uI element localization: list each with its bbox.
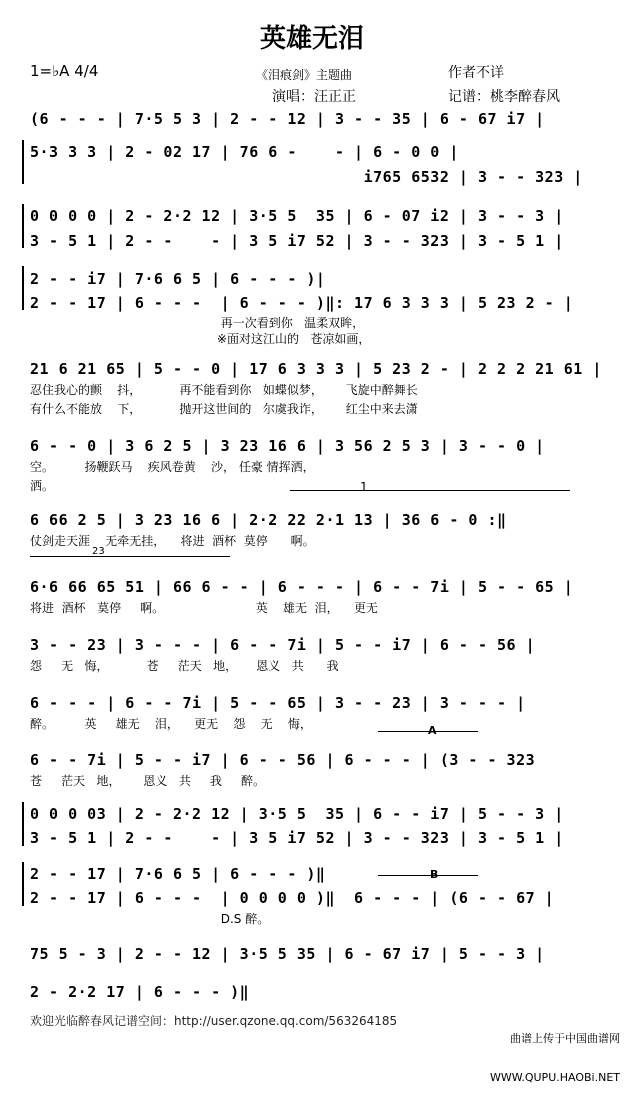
footer-website[interactable]: 欢迎光临醉春风记谱空间：http://user.qzone.qq.com/563264185 (30, 1014, 398, 1028)
notation-line: 2 - - 17 | 6 - - - | 0 0 0 0 )‖ 6 - - - | (6 - - 67 | (30, 889, 555, 907)
key-signature: 1=♭A 4/4 (30, 62, 99, 80)
lyric-line: 怨 无 悔， 苍 茫天 地， 恩义 共 我 (30, 659, 339, 673)
notation-line: i765 6532 | 3 - - 323 | (30, 168, 583, 186)
notation-line: 6 - - - | 6 - - 7i | 5 - - 65 | 3 - - 23 | 3 - - - | (30, 694, 526, 712)
lyric-line: ※面对这江山的 苍凉如画， (30, 332, 371, 346)
notation-line: 6·6 66 65 51 | 66 6 - - | 6 - - - | 6 - - 7i | 5 - - 65 | (30, 578, 574, 596)
footer-watermark-line2: WWW.QUPU.HAOBi.NET (489, 1071, 620, 1084)
coda-bracket-b (378, 875, 478, 876)
lyric-line: 空。 扬鞭跃马 疾风卷黄 沙， 任豪 情挥洒， (30, 460, 315, 474)
notation-line: 6 - - 0 | 3 6 2 5 | 3 23 16 6 | 3 56 2 5 3 | 3 - - 0 | (30, 437, 545, 455)
notation-line: 6 66 2 5 | 3 23 16 6 | 2·2 22 2·1 13 | 36 6 - 0 :‖ (30, 511, 507, 529)
transcriber: 记谱：桃李醉春风 (448, 89, 560, 105)
lyric-line: 有什么不能放 下， 抛开这世间的 尔虞我诈， 红尘中来去潇 (30, 402, 418, 416)
lyric-line: 仗剑走天涯 无牵无挂， 将进 酒杯 莫停 啊。 (30, 534, 315, 548)
footer-watermark (490, 1006, 620, 1097)
system-brace (22, 862, 24, 906)
page-title: 英雄无泪 (259, 24, 364, 54)
notation-line: 2 - - 17 | 6 - - - | 6 - - - )‖: 17 6 3 3 3 | 5 23 2 - | (30, 294, 574, 312)
lyric-line: 将进 酒杯 莫停 啊。 英 雄无 泪， 更无 (30, 601, 378, 615)
coda-label-b: B (430, 868, 439, 881)
lyric-line: D.S 醉。 (30, 912, 270, 926)
coda-label-a: A (428, 724, 437, 737)
notation-line: 5·3 3 3 | 2 - 02 17 | 76 6 - - | 6 - 0 0 | (30, 143, 459, 161)
notation-line: 2 - 2·2 17 | 6 - - - )‖ (30, 983, 250, 1001)
notation-line: 3 - 5 1 | 2 - - - | 3 5 i7 52 | 3 - - 323 | 3 - 5 1 | (30, 829, 564, 847)
lyric-line: 洒。 (30, 479, 55, 493)
notation-line: 21 6 21 65 | 5 - - 0 | 17 6 3 3 3 | 5 23 2 - | 2 2 2 21 61 | (30, 360, 602, 378)
system-brace (22, 204, 24, 248)
volta-label-23: 23 (92, 546, 105, 557)
author: 作者不详 (448, 65, 504, 81)
lyric-line: 忍住我心的颤 抖， 再不能看到你 如蝶似梦， 飞旋中醉舞长 (30, 383, 418, 397)
volta-bracket-23 (30, 556, 230, 557)
notation-line: 3 - - 23 | 3 - - - | 6 - - 7i | 5 - - i7 | 6 - - 56 | (30, 636, 536, 654)
notation-line: 75 5 - 3 | 2 - - 12 | 3·5 5 35 | 6 - 67 i7 | 5 - - 3 | (30, 945, 545, 963)
system-brace (22, 802, 24, 846)
subtitle: 《泪痕剑》主题曲 (256, 68, 353, 82)
notation-line: 2 - - i7 | 7·6 6 5 | 6 - - - )| (30, 270, 326, 288)
notation-line: 0 0 0 03 | 2 - 2·2 12 | 3·5 5 35 | 6 - - i7 | 5 - - 3 | (30, 805, 564, 823)
lyric-line: 醉。 英 雄无 泪， 更无 怨 无 悔， (30, 717, 312, 731)
footer-watermark-line1: 曲谱上传于中国曲谱网 (510, 1032, 620, 1045)
notation-line: (6 - - - | 7·5 5 3 | 2 - - 12 | 3 - - 35 | 6 - 67 i7 | (30, 110, 545, 128)
notation-line: 6 - - 7i | 5 - - i7 | 6 - - 56 | 6 - - - | (3 - - 323 (30, 751, 536, 769)
system-brace (22, 140, 24, 184)
notation-line: 3 - 5 1 | 2 - - - | 3 5 i7 52 | 3 - - 323 | 3 - 5 1 | (30, 232, 564, 250)
singer: 演唱：汪正正 (272, 89, 356, 105)
lyric-line: 再一次看到你 温柔双眸， (30, 316, 365, 330)
notation-line: 2 - - 17 | 7·6 6 5 | 6 - - - )‖ (30, 865, 326, 883)
system-brace (22, 266, 24, 310)
notation-line: 0 0 0 0 | 2 - 2·2 12 | 3·5 5 35 | 6 - 07 i2 | 3 - - 3 | (30, 207, 564, 225)
volta-bracket-1 (290, 490, 570, 491)
lyric-line: 苍 茫天 地， 恩义 共 我 醉。 (30, 774, 265, 788)
volta-label-1: 1 (360, 480, 368, 494)
